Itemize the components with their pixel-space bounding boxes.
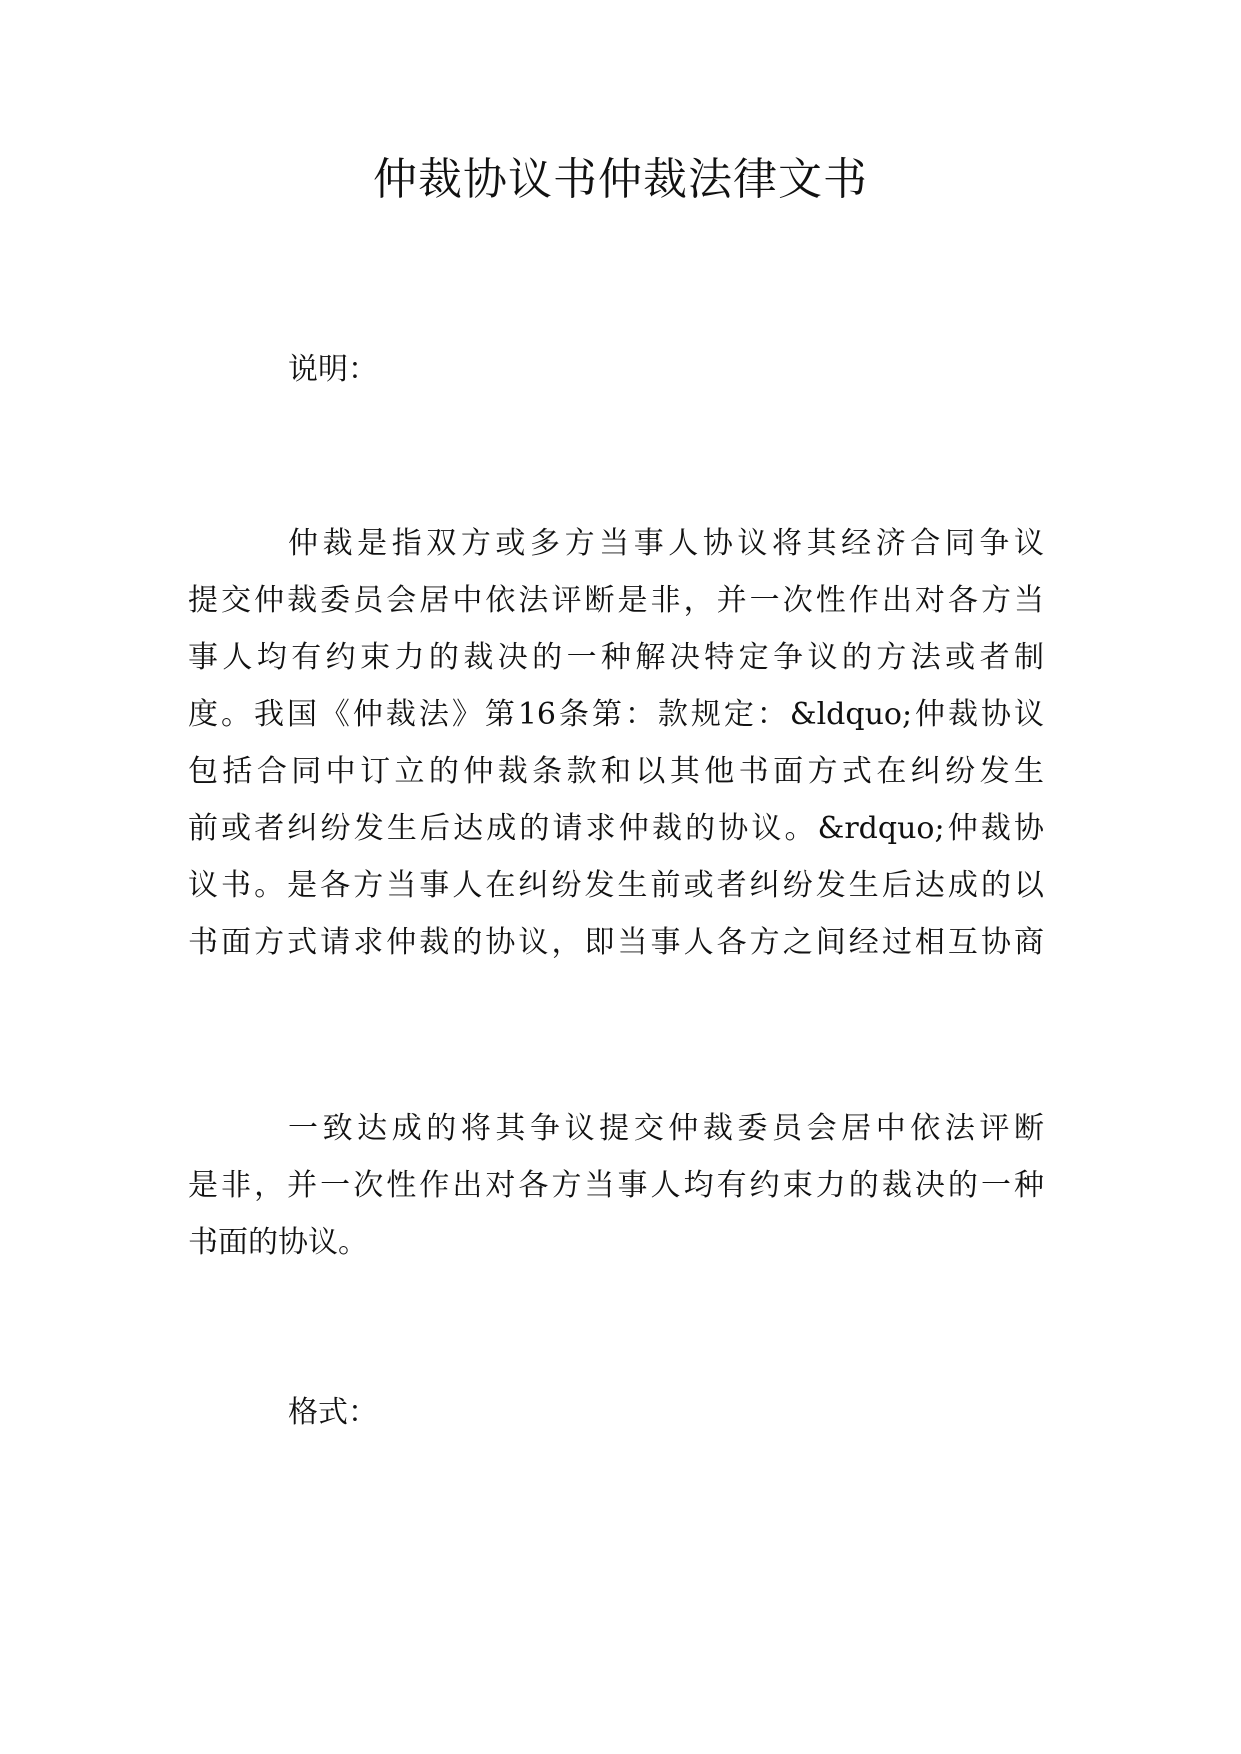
paragraph-line: 前或者纠纷发生后达成的请求仲裁的协议。&rdquo;仲裁协 xyxy=(188,811,1044,846)
document-title: 仲裁协议书仲裁法律文书 xyxy=(373,154,868,205)
paragraph-line: 一致达成的将其争议提交仲裁委员会居中依法评断 xyxy=(288,1111,1044,1146)
paragraph-line: 提交仲裁委员会居中依法评断是非，并一次性作出对各方当 xyxy=(188,583,1044,618)
paragraph-line: 书面的协议。 xyxy=(188,1225,368,1260)
section-label-format: 格式： xyxy=(288,1395,378,1430)
paragraph-line: 包括合同中订立的仲裁条款和以其他书面方式在纠纷发生 xyxy=(188,754,1044,789)
section-label-description: 说明： xyxy=(288,352,378,387)
paragraph-line: 度。我国《仲裁法》第16条第：款规定：&ldquo;仲裁协议 xyxy=(188,697,1044,732)
paragraph-line: 事人均有约束力的裁决的一种解决特定争议的方法或者制 xyxy=(188,640,1044,675)
paragraph-line: 仲裁是指双方或多方当事人协议将其经济合同争议 xyxy=(288,526,1044,561)
paragraph-line: 书面方式请求仲裁的协议，即当事人各方之间经过相互协商 xyxy=(188,925,1044,960)
paragraph-line: 议书。是各方当事人在纠纷发生前或者纠纷发生后达成的以 xyxy=(188,868,1044,903)
paragraph-line: 是非，并一次性作出对各方当事人均有约束力的裁决的一种 xyxy=(188,1168,1044,1203)
